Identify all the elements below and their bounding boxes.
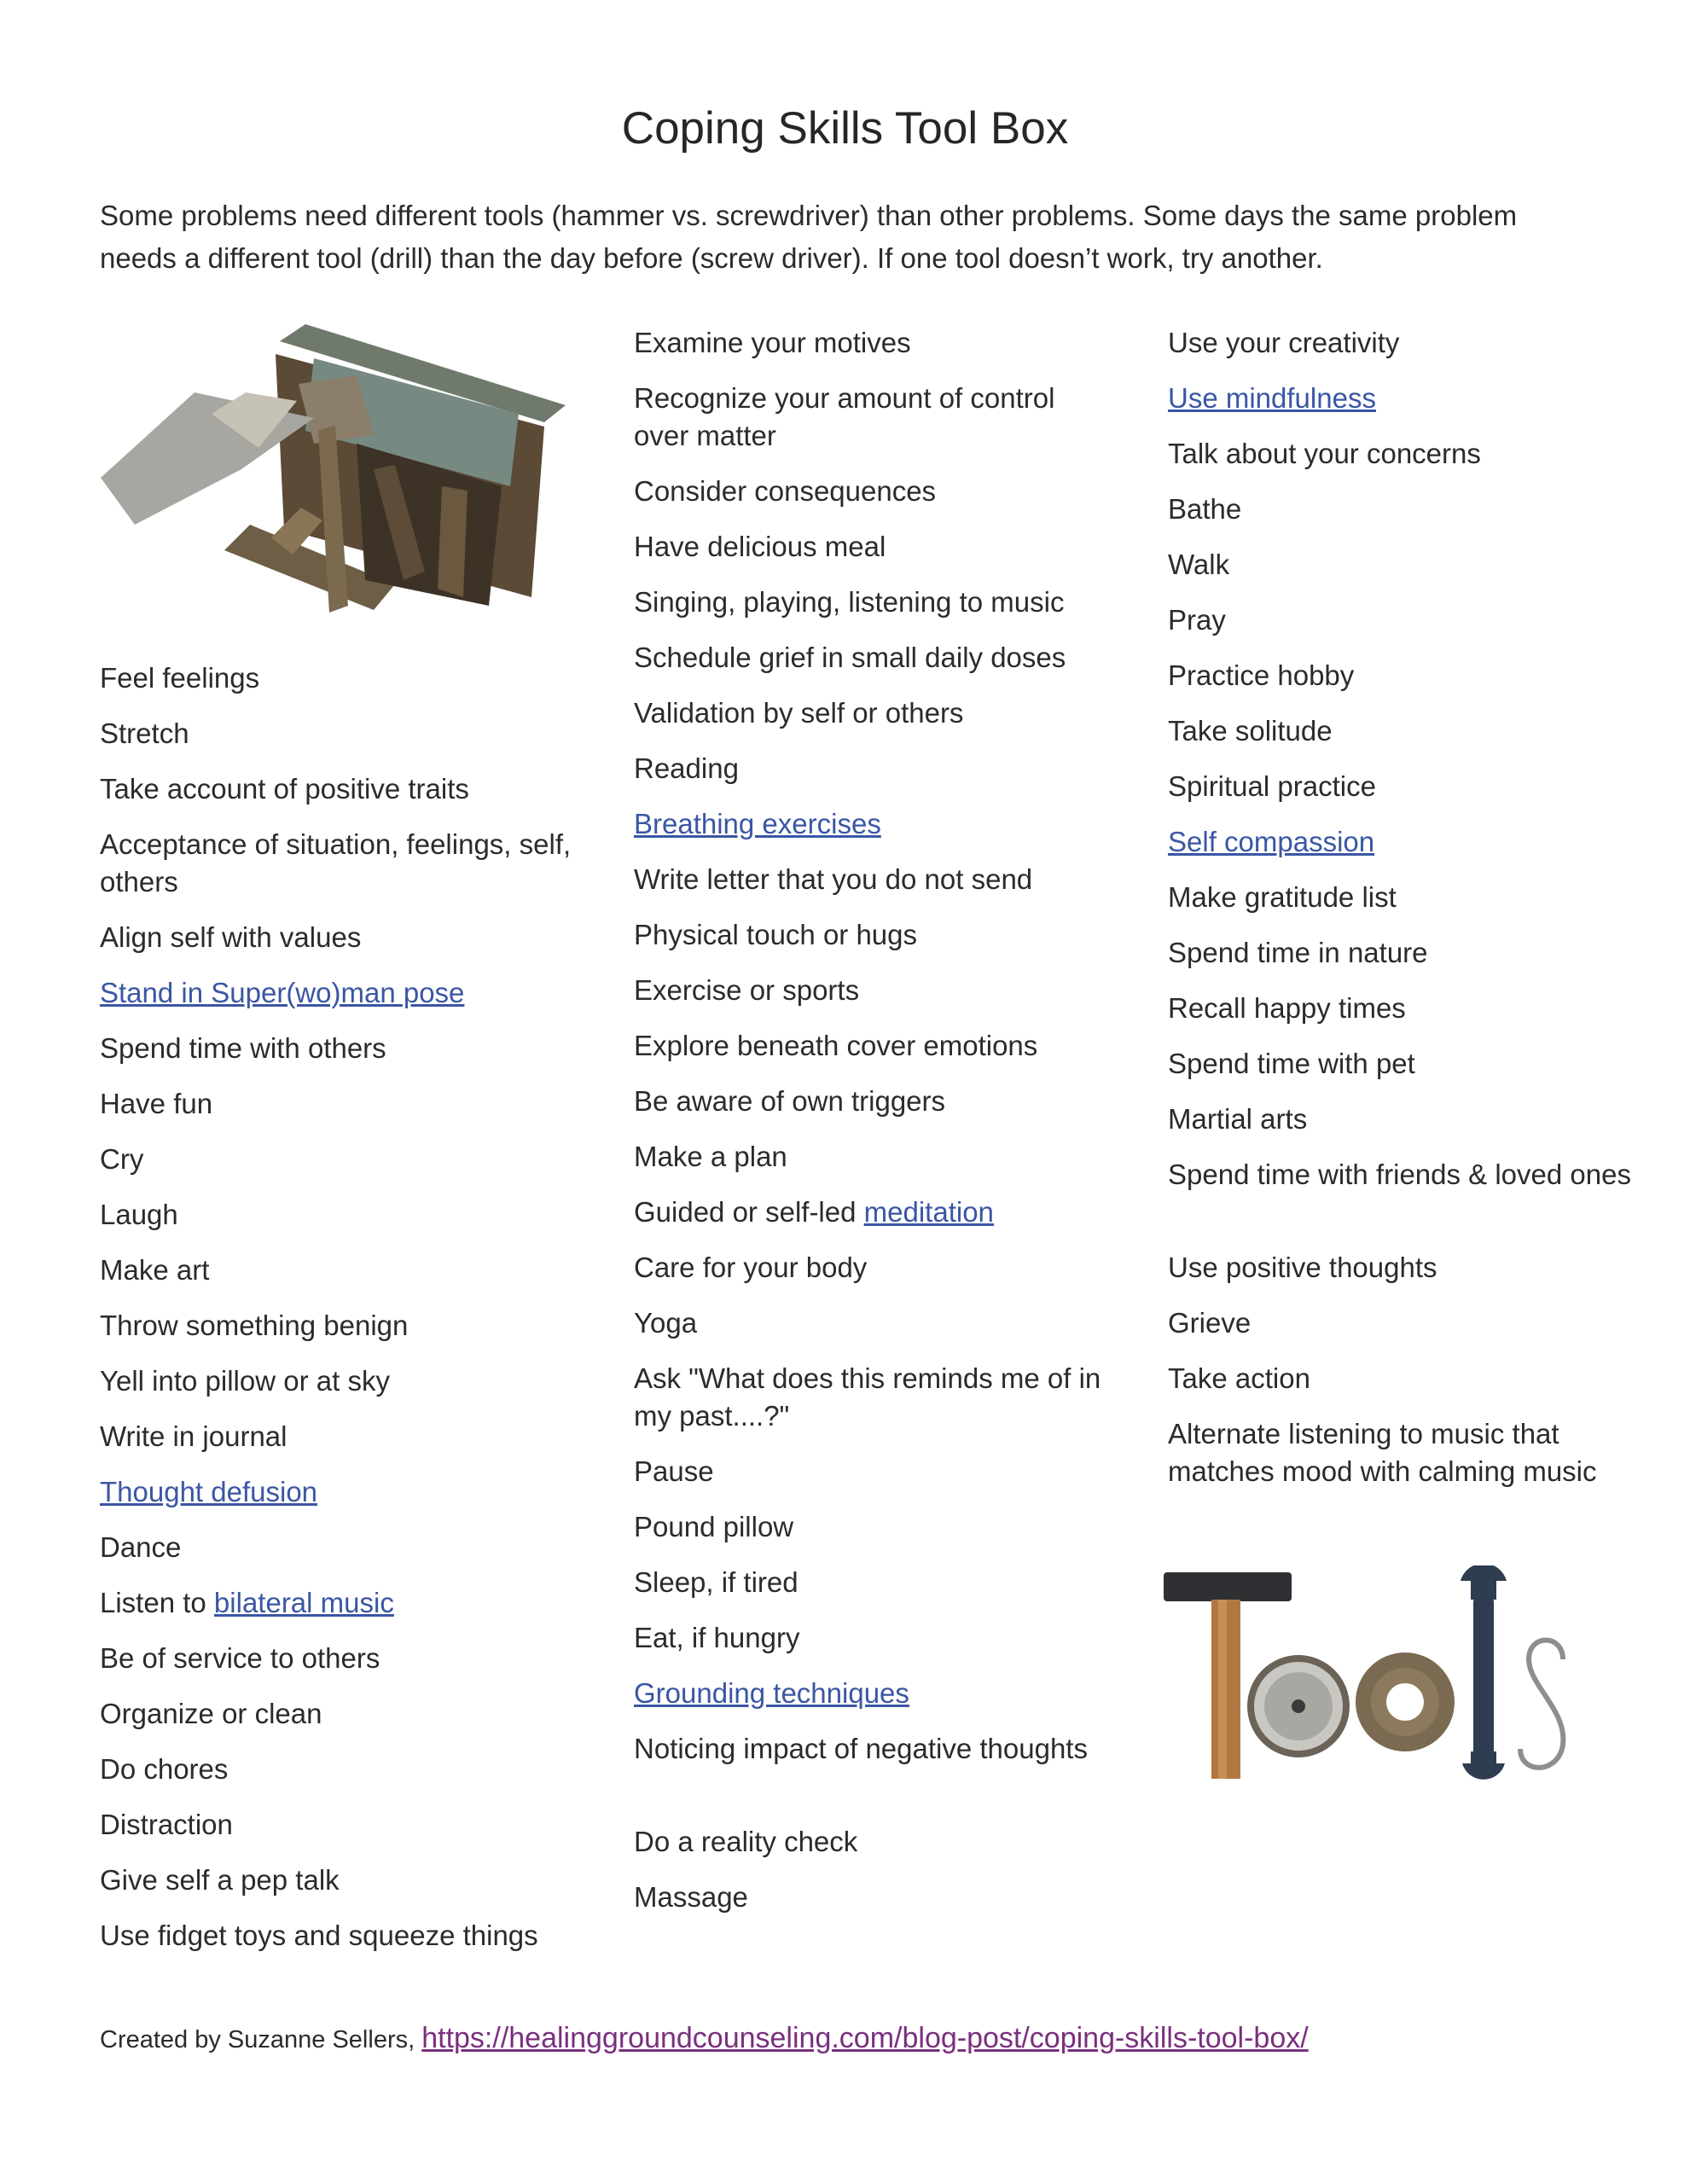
list-item: Yoga <box>634 1307 698 1339</box>
self-compassion-link[interactable]: Self compassion <box>1168 826 1375 857</box>
list-item: Practice hobby <box>1168 659 1355 691</box>
list-item: Physical touch or hugs <box>634 919 918 950</box>
column-1 <box>100 659 578 1972</box>
intro-paragraph <box>100 195 1601 280</box>
list-item: Spiritual practice <box>1168 770 1376 802</box>
list-item: Spend time in nature <box>1168 937 1428 968</box>
tools-image <box>1162 1565 1588 1787</box>
footer <box>100 2022 1309 2055</box>
list-item: Walk <box>1168 549 1230 580</box>
list-item: Sleep, if tired <box>634 1566 799 1598</box>
list-item: Take action <box>1168 1362 1310 1394</box>
list-item: Consider consequences <box>634 475 937 507</box>
credit-text: Created by Suzanne Sellers, <box>100 2026 422 2053</box>
list-item: Eat, if hungry <box>634 1622 800 1653</box>
toolbox-image <box>101 324 566 631</box>
list-item: Have fun <box>100 1088 213 1119</box>
list-item: Bathe <box>1168 493 1242 525</box>
list-item: Spend time with friends & loved ones <box>1168 1159 1631 1190</box>
list-item: Grieve <box>1168 1307 1252 1339</box>
breathing-exercises-link[interactable]: Breathing exercises <box>634 808 881 839</box>
column-3 <box>1168 324 1646 1508</box>
list-item-text: Guided or self-led <box>634 1196 864 1228</box>
list-item: Dance <box>100 1531 182 1563</box>
list-item: Make art <box>100 1254 210 1286</box>
list-item: Yell into pillow or at sky <box>100 1365 390 1397</box>
list-item <box>100 1584 578 1640</box>
list-item: Exercise or sports <box>634 974 860 1006</box>
superman-pose-link[interactable]: Stand in Super(wo)man pose <box>100 977 465 1008</box>
list-item: Spend time with pet <box>1168 1048 1415 1079</box>
list-item: Examine your motives <box>634 327 911 358</box>
list-item: Distraction <box>100 1809 233 1840</box>
list-item-text: Listen to <box>100 1587 214 1618</box>
list-item: Ask "What does this reminds me of in my past....?" <box>634 1362 1101 1432</box>
list-item: Use your creativity <box>1168 327 1400 358</box>
list-item: Pray <box>1168 604 1226 636</box>
grounding-techniques-link[interactable]: Grounding techniques <box>634 1677 909 1709</box>
list-item: Alternate listening to music that matches mood with calming music <box>1168 1418 1597 1487</box>
list-item: Laugh <box>100 1199 178 1230</box>
list-item: Pause <box>634 1455 714 1487</box>
list-item: Recognize your amount of control over matter <box>634 382 1055 451</box>
list-item: Noticing impact of negative thoughts <box>634 1733 1088 1764</box>
list-item: Do chores <box>100 1753 229 1785</box>
list-item: Make a plan <box>634 1141 787 1172</box>
list-item: Give self a pep talk <box>100 1864 340 1896</box>
page-title: Coping Skills Tool Box <box>621 103 1069 154</box>
list-item: Massage <box>634 1881 748 1913</box>
source-url-link[interactable]: https://healinggroundcounseling.com/blog-post/coping-skills-tool-box/ <box>421 2022 1309 2054</box>
list-item: Do a reality check <box>634 1826 858 1857</box>
list-item <box>634 1194 1112 1249</box>
thought-defusion-link[interactable]: Thought defusion <box>100 1476 318 1507</box>
list-item: Recall happy times <box>1168 992 1406 1024</box>
intro-line: needs a different tool (drill) than the day before (screw driver). If one tool doesn’t work, try another. <box>100 242 1323 274</box>
list-item: Use fidget toys and squeeze things <box>100 1920 538 1951</box>
list-item: Write letter that you do not send <box>634 863 1033 895</box>
list-item: Explore beneath cover emotions <box>634 1030 1038 1061</box>
meditation-link[interactable]: meditation <box>863 1196 994 1228</box>
intro-line: Some problems need different tools (hammer vs. screwdriver) than other problems. Some days the same problem <box>100 200 1518 231</box>
list-item: Acceptance of situation, feelings, self, others <box>100 828 572 897</box>
list-item: Feel feelings <box>100 662 260 694</box>
list-item: Throw something benign <box>100 1310 409 1341</box>
list-item: Write in journal <box>100 1420 287 1452</box>
list-item: Take account of positive traits <box>100 773 469 804</box>
list-item: Martial arts <box>1168 1103 1308 1135</box>
list-item: Organize or clean <box>100 1698 322 1729</box>
list-item: Use positive thoughts <box>1168 1252 1437 1283</box>
list-item: Take solitude <box>1168 715 1333 746</box>
list-item: Talk about your concerns <box>1168 438 1481 469</box>
list-item: Cry <box>100 1143 144 1175</box>
list-item: Be of service to others <box>100 1642 380 1674</box>
list-item: Pound pillow <box>634 1511 794 1542</box>
list-item: Have delicious meal <box>634 531 886 562</box>
list-item: Reading <box>634 752 739 784</box>
list-item: Stretch <box>100 717 189 749</box>
list-item: Validation by self or others <box>634 697 964 729</box>
list-item: Spend time with others <box>100 1032 386 1064</box>
list-item: Make gratitude list <box>1168 881 1397 913</box>
column-2 <box>634 324 1112 1934</box>
list-item: Schedule grief in small daily doses <box>634 642 1066 673</box>
list-item: Singing, playing, listening to music <box>634 586 1065 618</box>
list-item: Be aware of own triggers <box>634 1085 946 1117</box>
bilateral-music-link[interactable]: bilateral music <box>213 1587 394 1618</box>
list-item: Care for your body <box>634 1252 868 1283</box>
mindfulness-link[interactable]: Use mindfulness <box>1168 382 1376 414</box>
list-item: Align self with values <box>100 921 362 953</box>
